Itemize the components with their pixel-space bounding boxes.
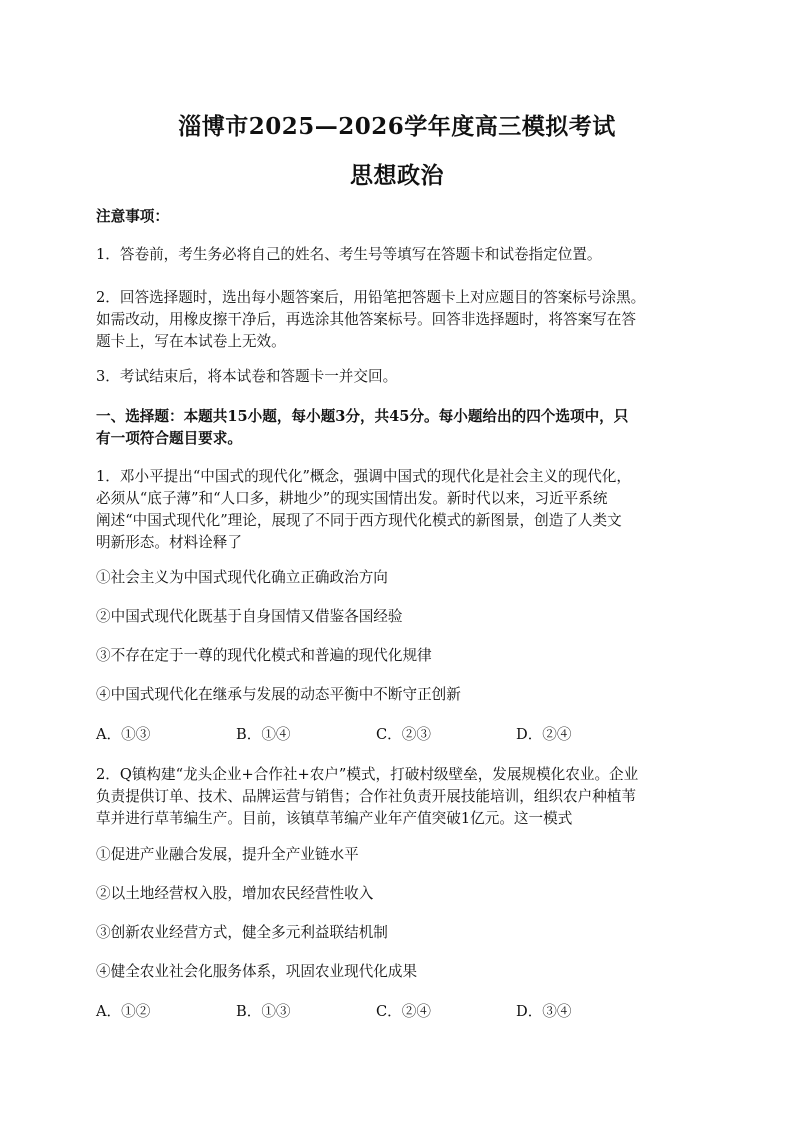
section-heading-line: 有一项符合题目要求。 <box>96 430 242 447</box>
notice-item-1: 1．答卷前，考生务必将自己的姓名、考生号等填写在答题卡和试卷指定位置。 <box>96 246 602 263</box>
question-2-statement: ①促进产业融合发展，提升全产业链水平 <box>96 846 359 863</box>
question-1-statement: ③不存在定于一尊的现代化模式和普遍的现代化规律 <box>96 647 432 664</box>
question-1-statement: ②中国式现代化既基于自身国情又借鉴各国经验 <box>96 608 403 625</box>
subject-title: 思想政治 <box>350 162 444 189</box>
notice-heading: 注意事项： <box>96 208 169 225</box>
question-1-option-c[interactable]: C．②③ <box>376 726 431 743</box>
question-1-stem-line: 阐述“中国式现代化”理论，展现了不同于西方现代化模式的新图景，创造了人类文 <box>96 512 622 529</box>
question-1-stem-line: 1．邓小平提出“中国式的现代化”概念，强调中国式的现代化是社会主义的现代化， <box>96 468 631 485</box>
question-2-statement: ③创新农业经营方式，健全多元利益联结机制 <box>96 924 388 941</box>
exam-title: 淄博市2025—2026学年度高三模拟考试 <box>178 113 616 140</box>
question-2-stem-line: 草并进行草苇编生产。目前，该镇草苇编产业年产值突破1亿元。这一模式 <box>96 810 573 827</box>
question-2-statement: ④健全农业社会化服务体系，巩固农业现代化成果 <box>96 963 418 980</box>
question-1-option-a[interactable]: A．①③ <box>96 726 151 743</box>
question-1-stem-line: 必须从“底子薄”和“人口多，耕地少”的现实国情出发。新时代以来，习近平系统 <box>96 490 608 507</box>
notice-item-2-line: 题卡上，写在本试卷上无效。 <box>96 333 286 350</box>
question-2-statement: ②以土地经营权入股，增加农民经营性收入 <box>96 885 374 902</box>
question-1-option-b[interactable]: B．①④ <box>236 726 291 743</box>
question-1-statement: ①社会主义为中国式现代化确立正确政治方向 <box>96 569 388 586</box>
notice-item-3: 3．考试结束后，将本试卷和答题卡一并交回。 <box>96 368 398 385</box>
question-2-stem-line: 负责提供订单、技术、品牌运营与销售；合作社负责开展技能培训，组织农户种植苇 <box>96 788 636 805</box>
question-1-stem-line: 明新形态。材料诠释了 <box>96 534 242 551</box>
notice-item-2-line: 2．回答选择题时，选出每小题答案后，用铅笔把答题卡上对应题目的答案标号涂黑。 <box>96 289 646 306</box>
question-2-option-c[interactable]: C．②④ <box>376 1003 431 1020</box>
question-2-option-a[interactable]: A．①② <box>96 1003 151 1020</box>
question-1-statement: ④中国式现代化在继承与发展的动态平衡中不断守正创新 <box>96 686 461 703</box>
question-2-stem-line: 2．Q镇构建“龙头企业+合作社+农户”模式，打破村级壁垒，发展规模化农业。企业 <box>96 766 639 783</box>
question-2-option-d[interactable]: D．③④ <box>516 1003 572 1020</box>
section-heading-line: 一、选择题：本题共15小题，每小题3分，共45分。每小题给出的四个选项中，只 <box>96 408 629 425</box>
notice-item-2-line: 如需改动，用橡皮擦干净后，再选涂其他答案标号。回答非选择题时，将答案写在答 <box>96 311 636 328</box>
question-1-option-d[interactable]: D．②④ <box>516 726 572 743</box>
question-2-option-b[interactable]: B．①③ <box>236 1003 291 1020</box>
